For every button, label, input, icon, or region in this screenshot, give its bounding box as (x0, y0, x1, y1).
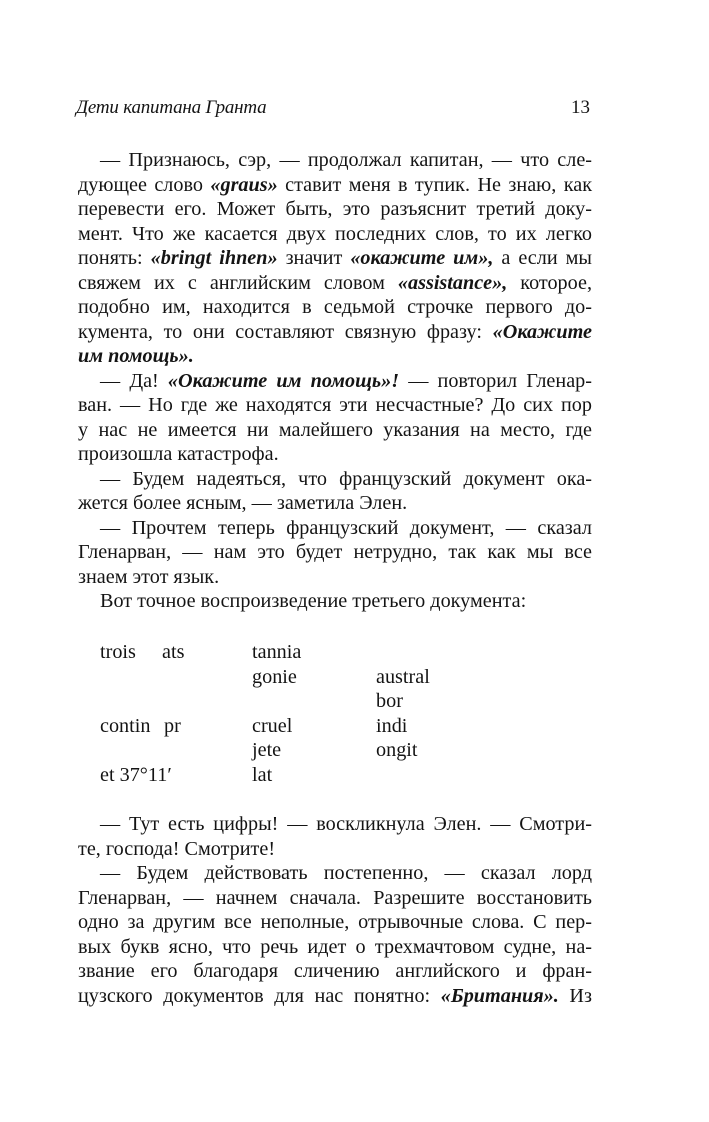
text-line: Вот точное воспроизведение третьего документа: (100, 590, 527, 612)
text-line: цузского документов для нас понятно: «Британия». Из (78, 984, 592, 1007)
text-line: у нас не имеется ни малейшего указания на место, где (78, 418, 592, 441)
fragment-cell: jete (252, 739, 282, 761)
fragment-cell: gonie (252, 665, 297, 688)
text-line: одно за другим все неполные, отрывочные слова. С пер- (78, 911, 592, 933)
text-line: — Признаюсь, сэр, — продолжал капитан, — что сле- (100, 149, 592, 171)
text-line: мент. Что же касается двух последних слов, то их легко (78, 222, 592, 245)
text-line: — Да! «Окажите им помощь»! — повторил Гленар- (100, 369, 592, 392)
page-number: 13 (571, 97, 590, 118)
text-line: жется более ясным, — заметила Элен. (78, 492, 408, 514)
text-line: подобно им, находится в седьмой строчке первого до- (78, 296, 592, 318)
text-line: — Будем надеяться, что французский документ ока- (100, 467, 592, 490)
text-line: понять: «bringt ihnen» значит «окажите им», а если мы (78, 247, 592, 269)
text-line: им помощь». (78, 345, 194, 367)
fragment-cell: lat (252, 763, 273, 786)
fragment-cell: ats (162, 641, 185, 663)
text-line: произошла катастрофа. (78, 443, 279, 465)
fragment-cell: indi (376, 714, 408, 737)
body-text-top (78, 148, 592, 614)
text-line: Гленарван, — нам это будет нетрудно, так как мы все (78, 541, 592, 563)
fragment-cell: contin (100, 714, 151, 737)
text-line: — Будем действовать постепенно, — сказал лорд (100, 862, 592, 884)
text-line: ван. — Но где же находятся эти несчастные? До сих пор (78, 394, 592, 416)
fragment-cell: bor (376, 690, 403, 712)
text-line: Гленарван, — начнем сначала. Разрешите восстановить (78, 886, 592, 909)
fragment-cell: pr (164, 714, 181, 737)
text-line: — Тут есть цифры! — воскликнула Элен. — Смотри- (100, 813, 592, 835)
text-line: — Прочтем теперь французский документ, — сказал (100, 516, 592, 539)
fragment-cell: ongit (376, 739, 418, 761)
running-title: Дети капитана Гранта (76, 97, 267, 118)
text-line: перевести его. Может быть, это разъяснит третий доку- (78, 198, 592, 220)
fragment-cell: tannia (252, 641, 302, 663)
text-line: свяжем их с английским словом «assistance», которое, (78, 271, 592, 294)
text-line: кумента, то они составляют связную фразу: «Окажите (78, 320, 592, 343)
text-line: знаем этот язык. (78, 565, 220, 588)
fragment-cell: austral (376, 665, 430, 688)
text-line: дующее слово «graus» ставит меня в тупик. Не знаю, как (78, 173, 592, 196)
fragment-cell: cruel (252, 714, 293, 737)
text-line: звание его благодаря сличению английского и фран- (78, 960, 592, 982)
text-line: те, господа! Смотрите! (78, 837, 276, 860)
fragment-cell: trois (100, 641, 136, 663)
body-text-bottom (78, 812, 592, 1008)
text-line: вых букв ясно, что речь идет о трехмачтовом судне, на- (78, 935, 592, 958)
fragment-cell: et 37°11′ (100, 763, 172, 786)
